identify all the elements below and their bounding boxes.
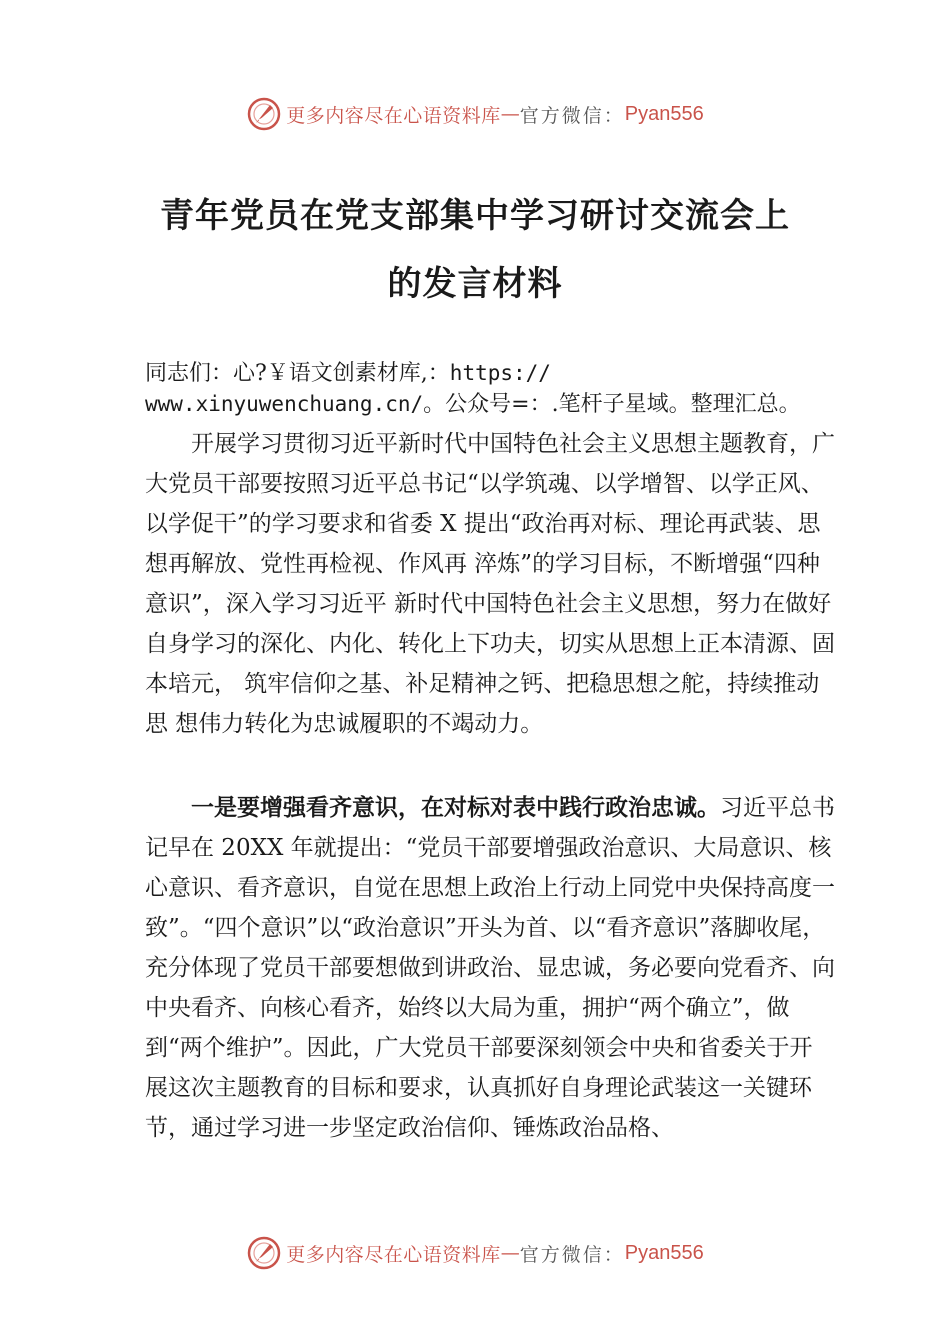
banner-wechat-id: Pyan556: [624, 102, 704, 125]
document-title-line2: 的发言材料: [387, 264, 563, 304]
banner-library-text: 更多内容尽在心语资料库: [286, 1243, 501, 1266]
banner-official-label: 官方微信：: [519, 1243, 625, 1266]
greeting-url: www.xinyuwenchuang.cn/: [145, 392, 424, 416]
banner-library-text: 更多内容尽在心语资料库: [286, 104, 501, 127]
paragraph-2-body: 习近平总书记早在 20XX 年就提出：“党员干部要增强政治意识、大局意识、核心意识、看齐意识，自觉在思想上政治上行动上同党中央保持高度一致”。“四个意识”以“政治意识”开头为首、以“看齐意识”落脚收尾，充分体现了党员干部要想做到讲政治、显忠诚，务必要向党看齐、向中央看齐、向核心看齐，始终以大局为重，拥护“两个确立”，做到“两个维护”。因此，广大党员干部要深刻领会中央和省委关于开展这次主题教育的目标和要求，认真抓好自身理论武装这一关键环节，通过学习进一步坚定政治信仰、锤炼政治品格、: [145, 795, 835, 1141]
body-paragraph-1: 开展学习贯彻习近平新时代中国特色社会主义思想主题教育，广大党员干部要按照习近平总书记“以学筑魂、以学增智、以学正风、以学促干”的学习要求和省委 X 提出“政治再对标、理论再武装、思想再解放、党性再检视、作风再 淬炼”的学习目标，不断增强“四种意识”，深入学习习近平 新时代中国特色社会主义思想，努力在做好自身学习的深化、内化、转化上下功夫，切实从思想上正本清源、固本培元， 筑牢信仰之基、补足精神之钙、把稳思想之舵，持续推动思 想伟力转化为忠诚履职的不竭动力。: [145, 431, 835, 737]
banner-dash: —: [500, 1242, 520, 1264]
banner-wechat-id: Pyan556: [624, 1241, 704, 1264]
greeting-text-b: 。公众号=：.笔杆子星域。整理汇总。: [423, 392, 801, 417]
banner-official-label: 官方微信：: [519, 104, 625, 127]
footer-watermark-banner: [0, 1233, 950, 1273]
paragraph-2-lead: 一是要增强看齐意识，在对标对表中践行政治忠诚。: [191, 795, 720, 821]
document-title-line1: 青年党员在党支部集中学习研讨交流会上: [160, 196, 790, 236]
greeting-url-prefix: https://: [449, 361, 551, 385]
feather-pen-circle-icon: [246, 1235, 282, 1271]
header-watermark-banner: [0, 94, 950, 134]
body-paragraph-2: [145, 788, 835, 1148]
greeting-text-a: 同志们：心?￥语文创素材库,：: [145, 361, 450, 386]
greeting-paragraph: [145, 358, 835, 420]
banner-dash: —: [500, 103, 520, 125]
feather-pen-circle-icon: [246, 96, 282, 132]
